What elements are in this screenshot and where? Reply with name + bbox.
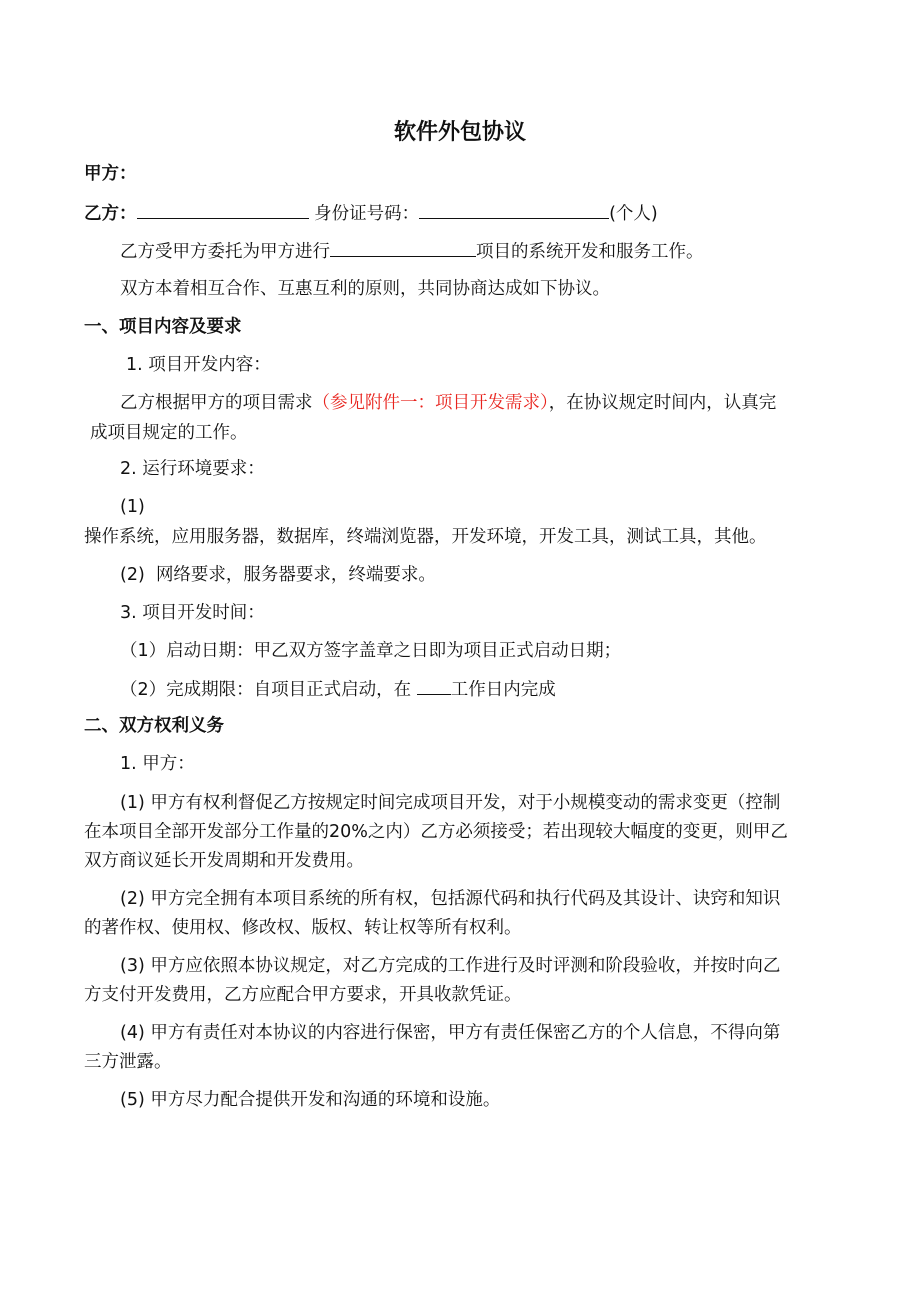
project-name-blank	[330, 238, 476, 257]
intro-text-1: 乙方受甲方委托为甲方进行	[120, 242, 330, 262]
content-paragraph-line2: 成项目规定的工作。	[90, 423, 248, 443]
id-number-blank	[419, 200, 609, 219]
clause4-line1: (4) 甲方有责任对本协议的内容进行保密，甲方有责任保密乙方的个人信息，不得向第	[120, 1023, 781, 1043]
clause4-line2: 三方泄露。	[84, 1052, 172, 1072]
section1-heading: 一、项目内容及要求	[84, 317, 242, 337]
deadline-text-cont: 工作日内完成	[450, 680, 556, 700]
principle-paragraph: 双方本着相互合作、互惠互利的原则，共同协商达成如下协议。	[120, 279, 610, 299]
item2-label: 2. 运行环境要求：	[120, 459, 265, 479]
clause3-line1: (3) 甲方应依照本协议规定，对乙方完成的工作进行及时评测和阶段验收，并按时向乙	[120, 956, 781, 976]
appendix-reference: （参见附件一：项目开发需求）	[312, 393, 549, 413]
clause3-line2: 方支付开发费用，乙方应配合甲方要求，开具收款凭证。	[84, 985, 522, 1005]
env-item1-number: (1)	[120, 497, 145, 517]
section2-heading: 二、双方权利义务	[84, 716, 224, 736]
deadline-text: （2）完成期限：自项目正式启动，在	[120, 680, 412, 700]
clause2-line1: (2) 甲方完全拥有本项目系统的所有权，包括源代码和执行代码及其设计、诀窍和知识	[120, 889, 781, 909]
clause5-line1: (5) 甲方尽力配合提供开发和沟通的环境和设施。	[120, 1090, 501, 1110]
intro-text-2: 项目的系统开发和服务工作。	[476, 242, 704, 262]
deadline-clause	[120, 676, 556, 703]
item3-label: 3. 项目开发时间：	[120, 603, 265, 623]
party-b-name-blank	[137, 200, 309, 219]
content-paragraph-line1	[120, 390, 776, 416]
party-b-line	[84, 200, 658, 227]
individual-note: (个人)	[609, 204, 658, 224]
env-item2-text: 网络要求，服务器要求，终端要求。	[155, 565, 436, 585]
id-number-label: 身份证号码：	[314, 204, 420, 224]
party-a-label: 甲方：	[84, 164, 137, 184]
clause2-line2: 的著作权、使用权、修改权、版权、转让权等所有权利。	[84, 918, 522, 938]
env-item2-number: (2)	[120, 565, 145, 585]
workdays-blank	[417, 676, 451, 695]
content-text: 乙方根据甲方的项目需求	[120, 393, 313, 413]
party-a-obligations-label: 1. 甲方：	[120, 754, 195, 774]
party-b-label: 乙方：	[84, 204, 137, 224]
document-title: 软件外包协议	[393, 120, 526, 145]
clause1-line2: 在本项目全部开发部分工作量的20%之内）乙方必须接受；若出现较大幅度的变更，则甲乙	[84, 822, 788, 842]
content-text-cont: ，在协议规定时间内，认真完	[548, 393, 777, 413]
intro-paragraph	[120, 238, 704, 265]
env-item1-list: 操作系统，应用服务器，数据库，终端浏览器，开发环境，开发工具，测试工具，其他。	[84, 527, 767, 547]
env-item2	[120, 562, 436, 588]
start-date-clause: （1）启动日期：甲乙双方签字盖章之日即为项目正式启动日期；	[120, 641, 622, 661]
item1-label: 1. 项目开发内容：	[126, 355, 271, 375]
clause1-line3: 双方商议延长开发周期和开发费用。	[84, 851, 364, 871]
clause1-line1: (1) 甲方有权利督促乙方按规定时间完成项目开发，对于小规模变动的需求变更（控制	[120, 793, 781, 813]
